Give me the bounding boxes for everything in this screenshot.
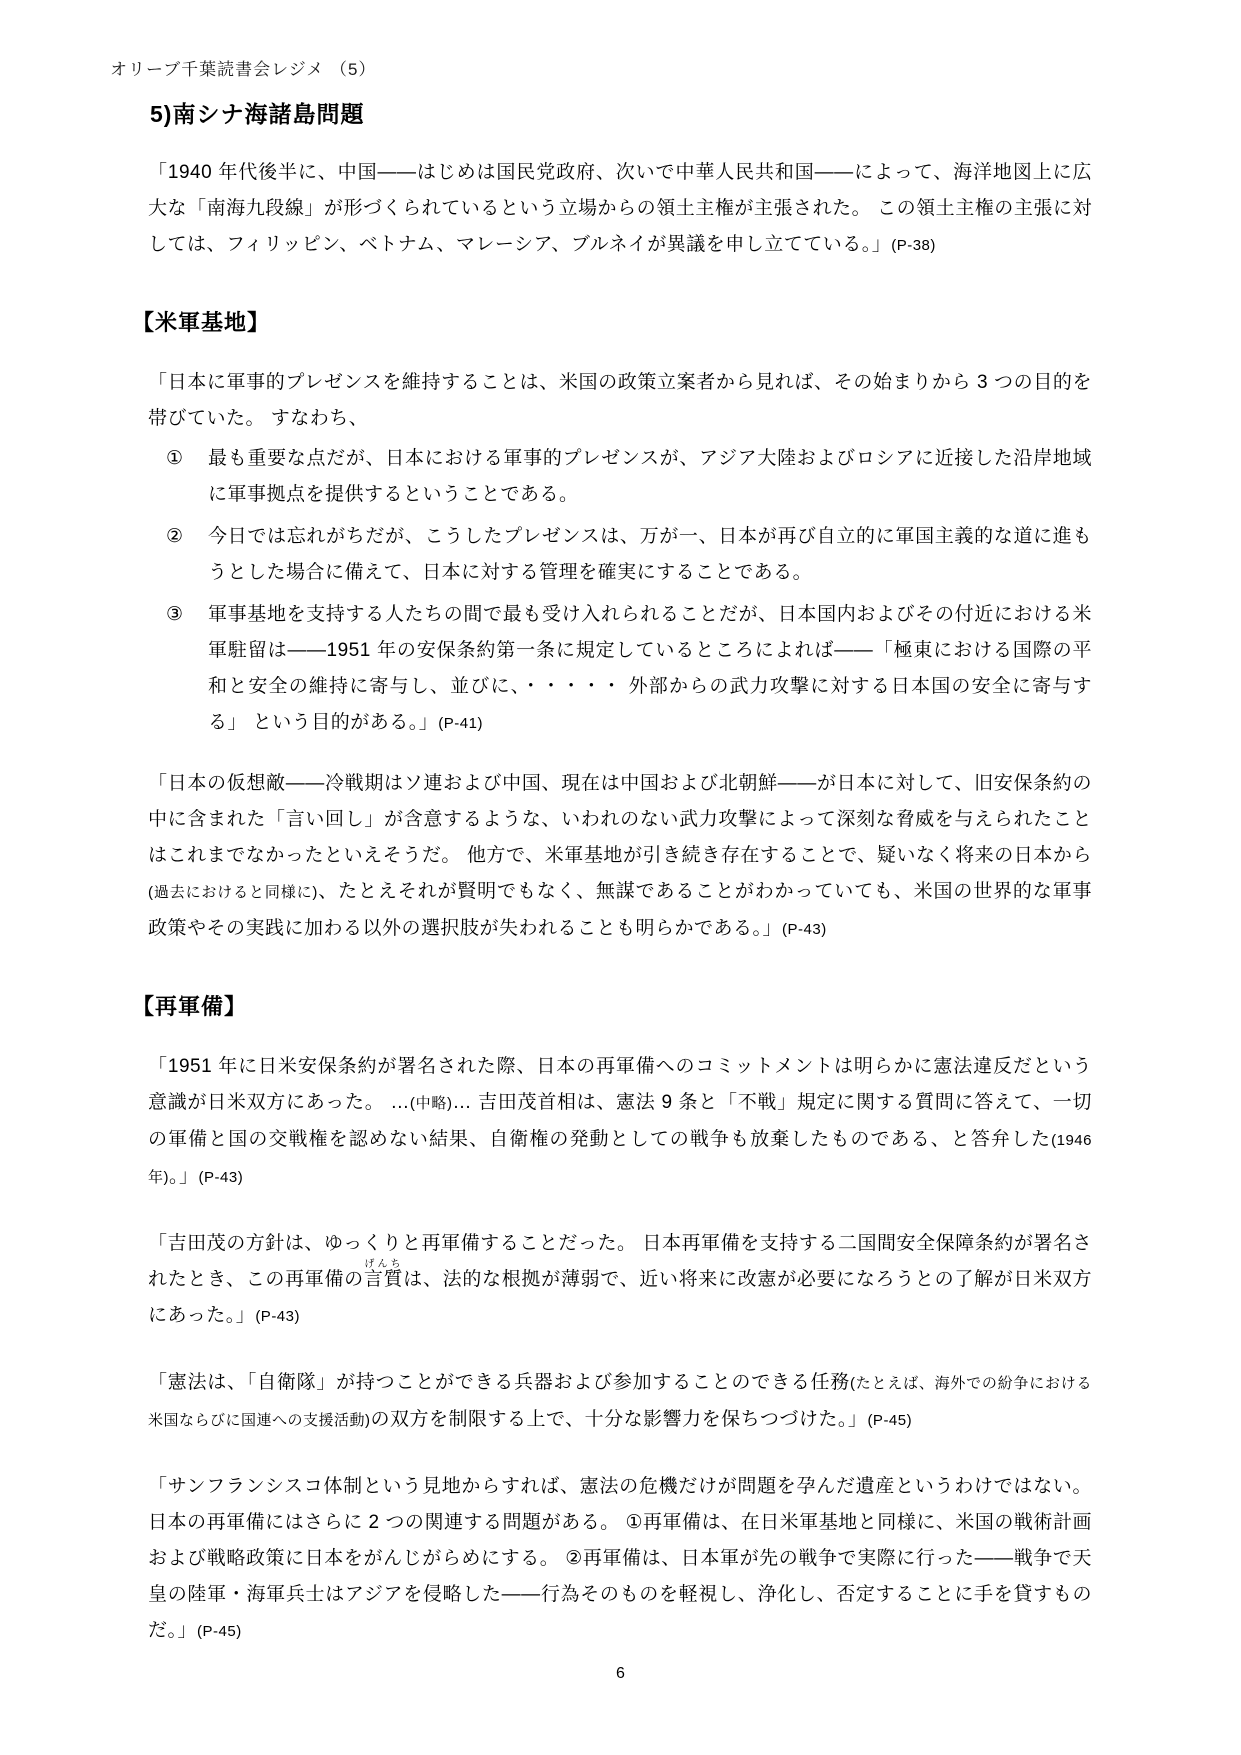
list-marker-3: ③ bbox=[166, 604, 184, 625]
paragraph-hypothetical-enemy-quote: 「日本の仮想敵――冷戦期はソ連および中国、現在は中国および北朝鮮――が日本に対して、旧安保条約の中に含まれた「言い回し」が含意するような、いわれのない武力攻撃によって深刻な脅威を与えられたことはこれまでなかったといえそうだ。 他方で、米軍基地が引き続き存在することで、疑いなく将来の日本から(過去におけると同様に)、たとえそれが賢明でもなく、無謀であることがわかっていても、米国の世界的な軍事政策やその実践に加わる以外の選択肢が失われることも明らかである。」(P-43) bbox=[148, 773, 1093, 939]
paragraph-us-presence-intro: 「日本に軍事的プレゼンスを維持することは、米国の政策立案者から見れば、その始まりから 3 つの目的を帯びていた。 すなわち、 bbox=[148, 372, 1092, 429]
paragraph-south-china-sea-quote: 「1940 年代後半に、中国――はじめは国民党政府、次いで中華人民共和国――によって、海洋地図上に広大な「南海九段線」が形づくられているという立場からの領土主権が主張された。 この領土主権の主張に対しては、フィリッピン、ベトナム、マレーシア、ブルネイが異議を申し立てている。」(P-38) bbox=[148, 162, 1092, 255]
list-item-3-text: 軍事基地を支持する人たちの間で最も受け入れられることだが、日本国内およびその付近における米軍駐留は――1951 年の安保条約第一条に規定しているところによれば――「極東における国際の平和と安全の維持に寄与し、並びに、・・・・・ 外部からの武力攻撃に対する日本国の安全に寄与する」 という目的がある。」(P-41) bbox=[208, 604, 1092, 733]
list-item-3 bbox=[166, 597, 1092, 742]
list-item-1-text: 最も重要な点だが、日本における軍事的プレゼンスが、アジア大陸およびロシアに近接した沿岸地域に軍事拠点を提供するということである。 bbox=[208, 448, 1092, 505]
page-number: 6 bbox=[616, 1665, 625, 1682]
section-heading-us-military-bases: 【米軍基地】 bbox=[132, 310, 271, 335]
list-item-2 bbox=[166, 519, 1092, 591]
list-marker-1: ① bbox=[166, 448, 184, 469]
paragraph-yoshida-policy-quote: 「吉田茂の方針は、ゆっくりと再軍備することだった。 日本再軍備を支持する二国間安全保障条約が署名されたとき、この再軍備の言質げんちは、法的な根拠が薄弱で、近い将来に改憲が必要になろうとの了解が日米双方にあった。」(P-43) bbox=[148, 1233, 1092, 1326]
paragraph-constitution-influence-quote: 「憲法は、「自衛隊」が持つことができる兵器および参加することのできる任務(たとえば、海外での紛争における米国ならびに国連への支援活動)の双方を制限する上で、十分な影響力を保ちつづけた。」(P-45) bbox=[148, 1372, 1092, 1430]
list-item-1 bbox=[166, 441, 1092, 513]
document-header-title: オリーブ千葉読書会レジメ （5） bbox=[110, 60, 377, 79]
document-body bbox=[132, 96, 1092, 1672]
paragraph-san-francisco-system-quote: 「サンフランシスコ体制という見地からすれば、憲法の危機だけが問題を孕んだ遺産というわけではない。 日本の再軍備にはさらに 2 つの関連する問題がある。 ①再軍備は、在日米軍基地と同様に、米国の戦術計画および戦略政策に日本をがんじがらめにする。 ②再軍備は、日本軍が先の戦争で実際に行った――戦争で天皇の陸軍・海軍兵士はアジアを侵略した――行為そのものを軽視し、浄化し、否定することに手を貸すものだ。」(P-45) bbox=[148, 1476, 1092, 1641]
section-heading-south-china-sea: 5)南シナ海諸島問題 bbox=[150, 101, 365, 127]
paragraph-1951-treaty-quote: 「1951 年に日米安保条約が署名された際、日本の再軍備へのコミットメントは明らかに憲法違反だという意識が日米双方にあった。 …(中略)… 吉田茂首相は、憲法 9 条と「不戦」規定に関する質問に答えて、一切の軍備と国の交戦権を認めない結果、自衛権の発動としての戦争も放棄したものである、と答弁した(1946 年)。」(P-43) bbox=[148, 1056, 1092, 1187]
list-item-2-text: 今日では忘れがちだが、こうしたプレゼンスは、万が一、日本が再び自立的に軍国主義的な道に進もうとした場合に備えて、日本に対する管理を確実にすることである。 bbox=[208, 526, 1092, 583]
section-heading-rearmament: 【再軍備】 bbox=[132, 994, 248, 1019]
list-marker-2: ② bbox=[166, 526, 184, 547]
